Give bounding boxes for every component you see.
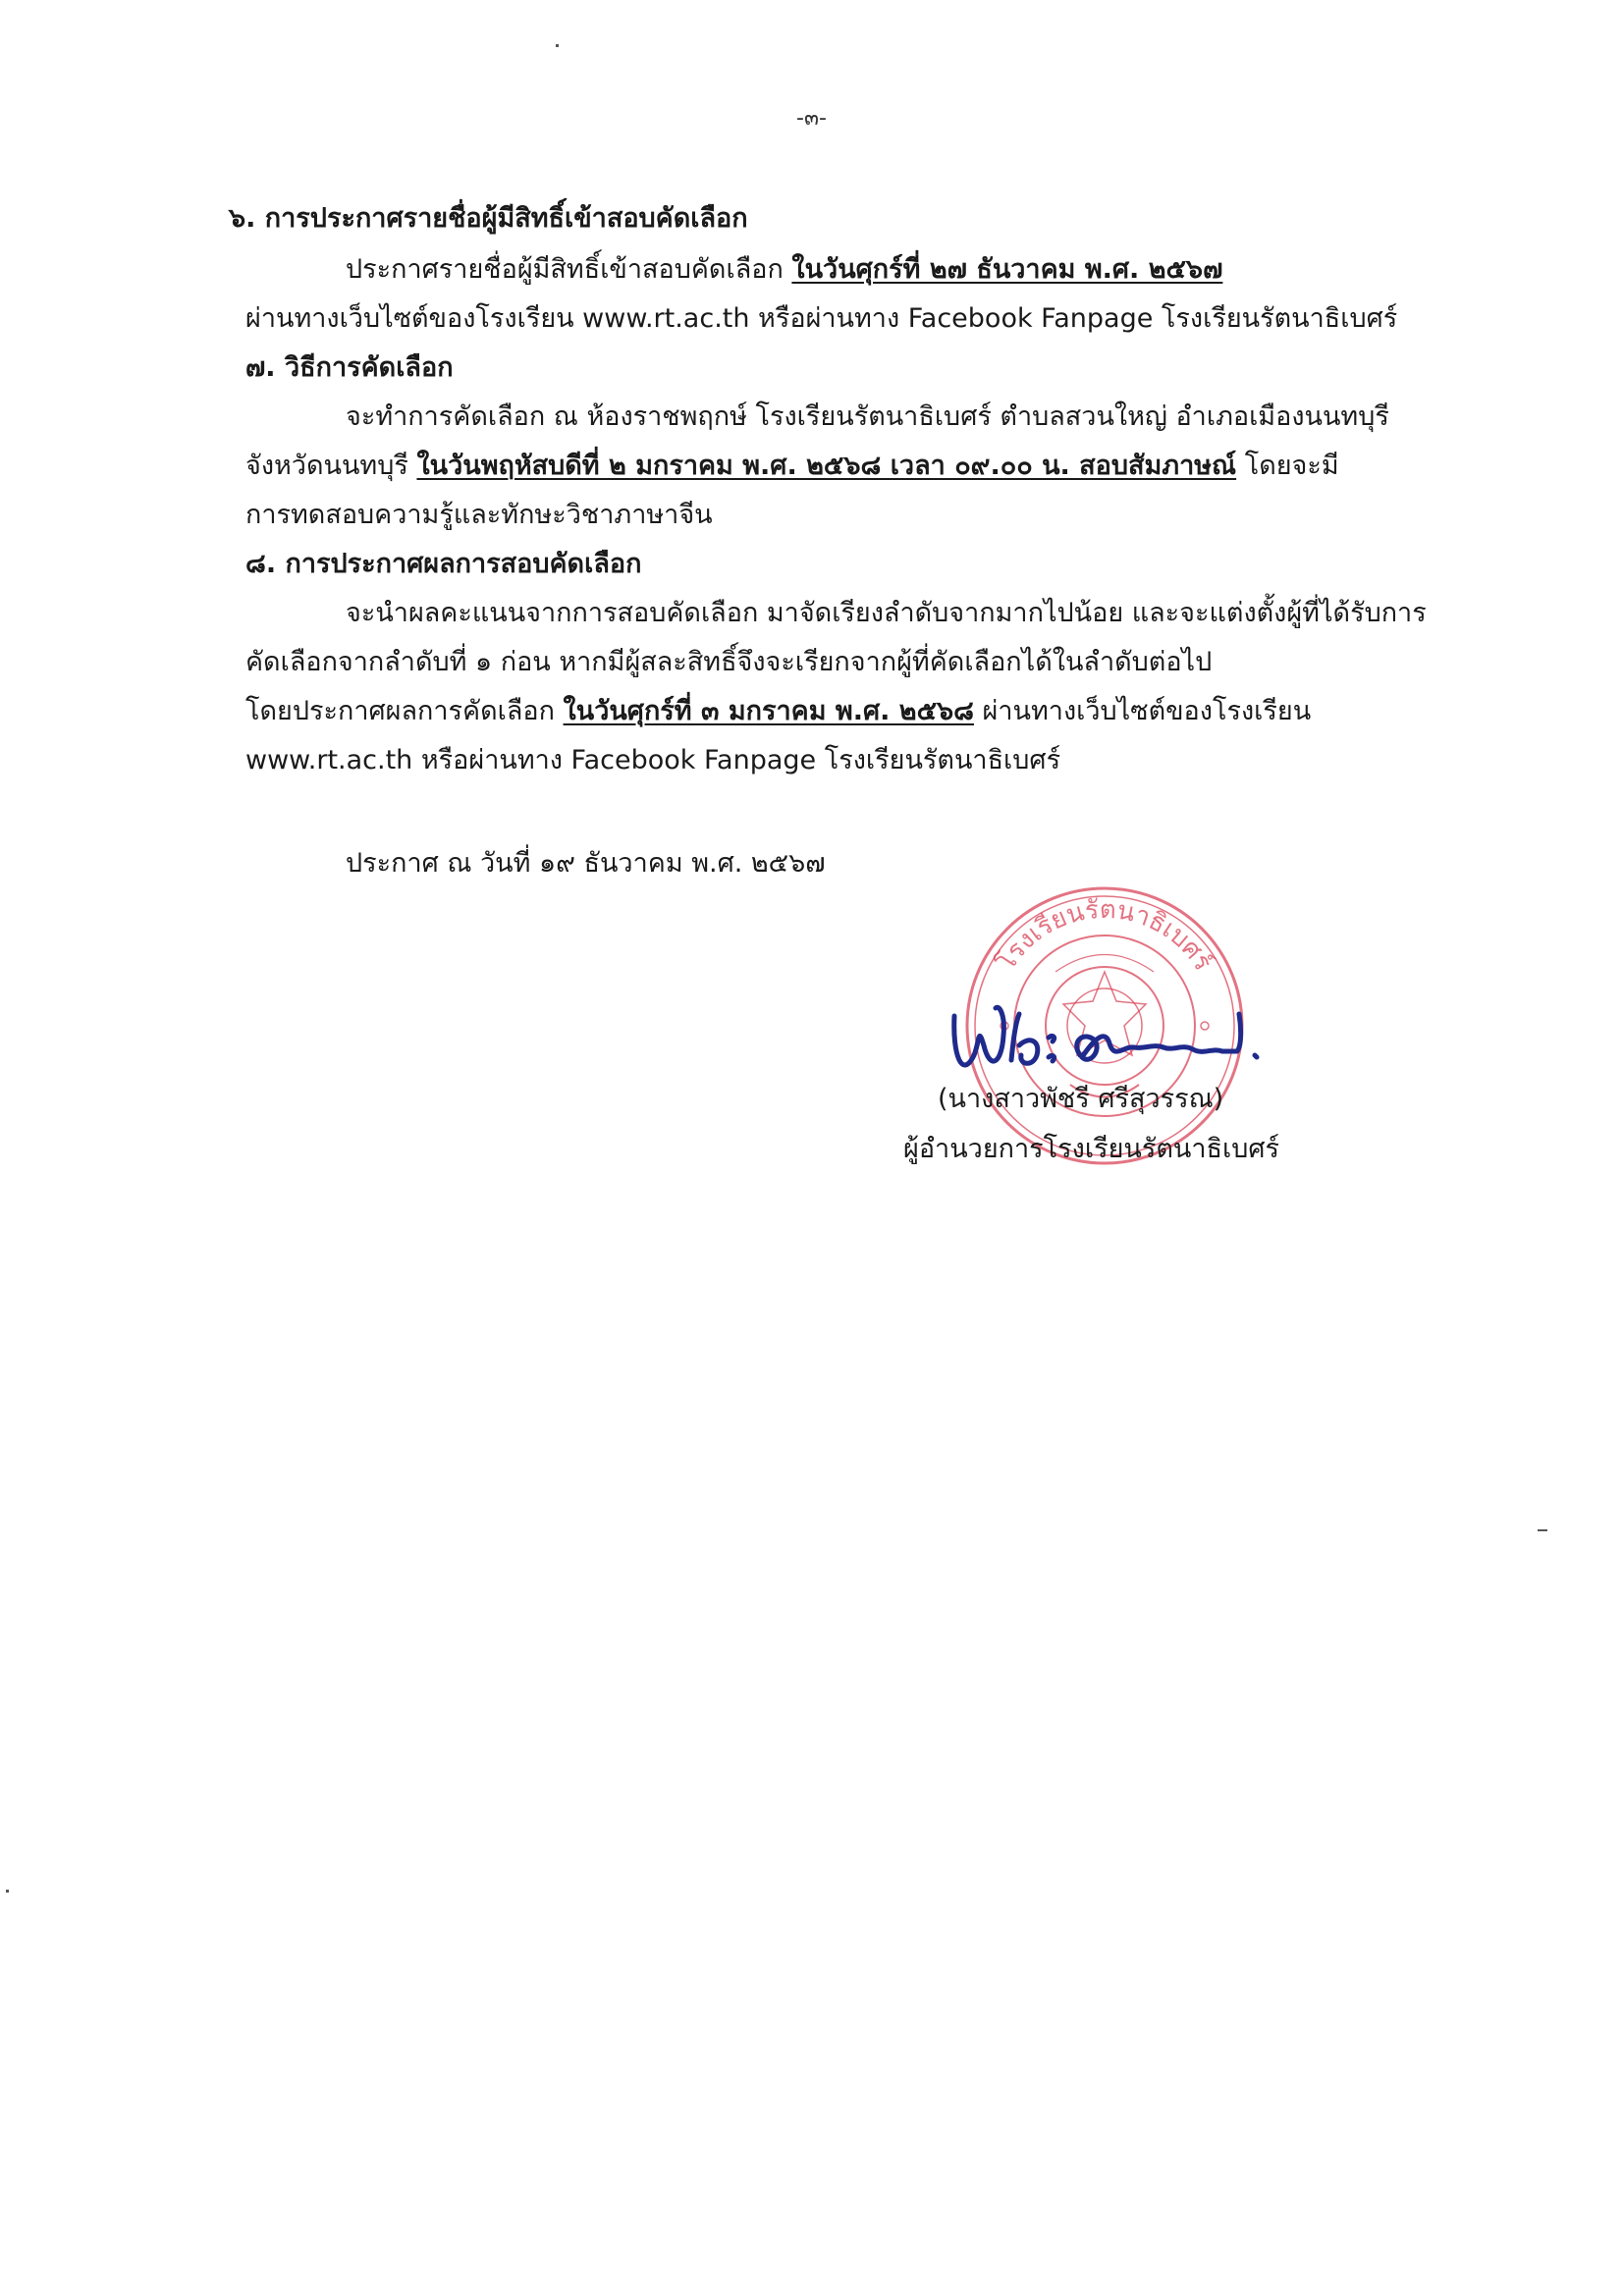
section-6-heading: ๖. การประกาศรายชื่อผู้มีสิทธิ์เข้าสอบคัดเลือก — [229, 203, 748, 234]
section-8-line-1: จะนำผลคะแนนจากการสอบคัดเลือก มาจัดเรียงลำดับจากมากไปน้อย และจะแต่งตั้งผู้ที่ได้รับการ — [346, 598, 1427, 628]
section-6-line-2: ผ่านทางเว็บไซต์ของโรงเรียน www.rt.ac.th หรือผ่านทาง Facebook Fanpage โรงเรียนรัตนาธิเบศร์ — [245, 303, 1398, 334]
signer-title: ผู้อำนวยการโรงเรียนรัตนาธิเบศร์ — [903, 1134, 1279, 1164]
section-7-line-1: จะทำการคัดเลือก ณ ห้องราชพฤกษ์ โรงเรียนรัตนาธิเบศร์ ตำบลสวนใหญ่ อำเภอเมืองนนทบุรี — [346, 401, 1389, 432]
section-6-line-1: ประกาศรายชื่อผู้มีสิทธิ์เข้าสอบคัดเลือก ในวันศุกร์ที่ ๒๗ ธันวาคม พ.ศ. ๒๕๖๗ — [346, 254, 1223, 285]
section-8-heading: ๘. การประกาศผลการสอบคัดเลือก — [245, 549, 642, 579]
signer-name: (นางสาวพัชรี ศรีสุวรรณ) — [938, 1084, 1224, 1114]
section-8-date: ในวันศุกร์ที่ ๓ มกราคม พ.ศ. ๒๕๖๘ — [563, 696, 974, 726]
seal-text: โรงเรียนรัตนาธิเบศร์ — [991, 894, 1218, 977]
section-8-line-4: www.rt.ac.th หรือผ่านทาง Facebook Fanpage โรงเรียนรัตนาธิเบศร์ — [245, 745, 1061, 775]
page-number: -๓- — [796, 106, 827, 131]
section-7-heading: ๗. วิธีการคัดเลือก — [245, 352, 454, 383]
section-8-line-2: คัดเลือกจากลำดับที่ ๑ ก่อน หากมีผู้สละสิทธิ์จึงจะเรียกจากผู้ที่คัดเลือกได้ในลำดับต่อไป — [245, 647, 1213, 677]
scan-speck — [556, 44, 559, 47]
section-7-line-2: จังหวัดนนทบุรี ในวันพฤหัสบดีที่ ๒ มกราคม พ.ศ. ๒๕๖๘ เวลา ๐๙.๐๐ น. สอบสัมภาษณ์ โดยจะมี — [245, 451, 1339, 481]
section-6-date: ในวันศุกร์ที่ ๒๗ ธันวาคม พ.ศ. ๒๕๖๗ — [791, 254, 1223, 285]
section-7-line-3: การทดสอบความรู้และทักษะวิชาภาษาจีน — [245, 500, 713, 530]
section-7-date: ในวันพฤหัสบดีที่ ๒ มกราคม พ.ศ. ๒๕๖๘ เวลา ๐๙.๐๐ น. สอบสัมภาษณ์ — [416, 451, 1237, 481]
section-8-line-3: โดยประกาศผลการคัดเลือก ในวันศุกร์ที่ ๓ มกราคม พ.ศ. ๒๕๖๘ ผ่านทางเว็บไซต์ของโรงเรียน — [245, 696, 1312, 726]
announcement-date: ประกาศ ณ วันที่ ๑๙ ธันวาคม พ.ศ. ๒๕๖๗ — [346, 848, 826, 879]
scan-speck — [1538, 1529, 1547, 1531]
scan-speck — [6, 1890, 9, 1893]
